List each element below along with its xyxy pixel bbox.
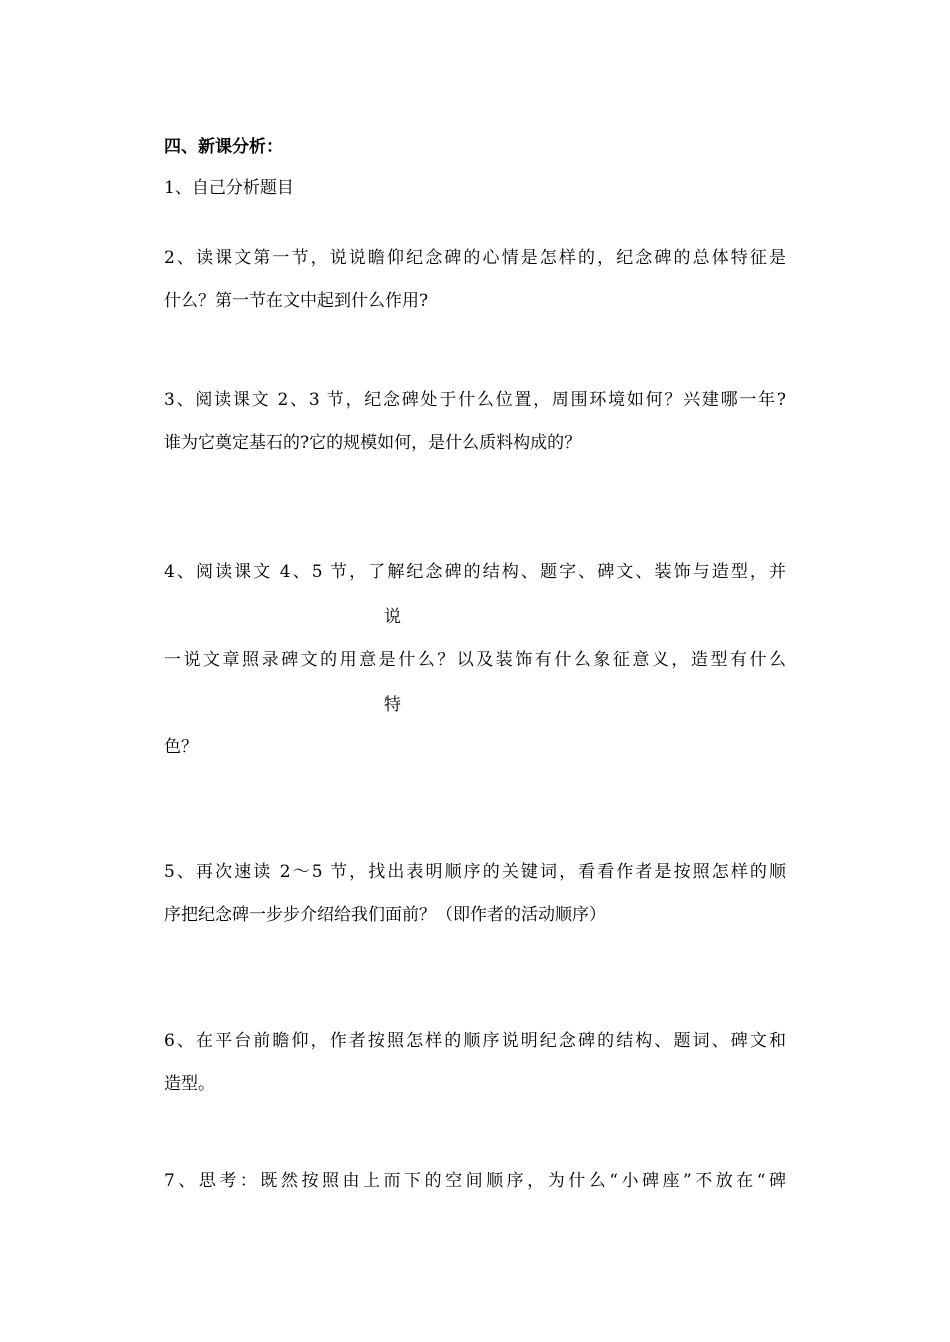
question-1: 1、自己分析题目 xyxy=(164,178,294,198)
question-4-line-1: 4、阅读课文 4、5 节，了解纪念碑的结构、题字、碑文、装饰与造型，并 xyxy=(164,562,786,582)
question-7-line-1: 7、思考：既然按照由上而下的空间顺序，为什么“小碑座”不放在“碑 xyxy=(164,1171,786,1191)
question-4-line-3: 色？ xyxy=(164,737,198,757)
question-6-line-2: 造型。 xyxy=(164,1074,215,1094)
question-5-line-2: 序把纪念碑一步步介绍给我们面前？（即作者的活动顺序） xyxy=(164,905,606,925)
question-4-line-2: 一说文章照录碑文的用意是什么？以及装饰有什么象征意义，造型有什么 xyxy=(164,650,786,670)
question-4-fragment-2: 特 xyxy=(384,695,401,715)
question-2-line-1: 2、读课文第一节，说说瞻仰纪念碑的心情是怎样的，纪念碑的总体特征是 xyxy=(164,248,786,268)
page-heading: 四、新课分析： xyxy=(164,137,283,157)
question-6-line-1: 6、在平台前瞻仰，作者按照怎样的顺序说明纪念碑的结构、题词、碑文和 xyxy=(164,1031,786,1051)
question-2-line-2: 什么？第一节在文中起到什么作用? xyxy=(164,291,429,311)
question-5-line-1: 5、再次速读 2～5 节，找出表明顺序的关键词，看看作者是按照怎样的顺 xyxy=(164,862,786,882)
question-3-line-2: 谁为它奠定基石的?它的规模如何，是什么质料构成的？ xyxy=(164,433,582,453)
question-3-line-1: 3、阅读课文 2、3 节，纪念碑处于什么位置，周围环境如何？兴建哪一年? xyxy=(164,390,786,410)
question-4-fragment-1: 说 xyxy=(384,607,401,627)
